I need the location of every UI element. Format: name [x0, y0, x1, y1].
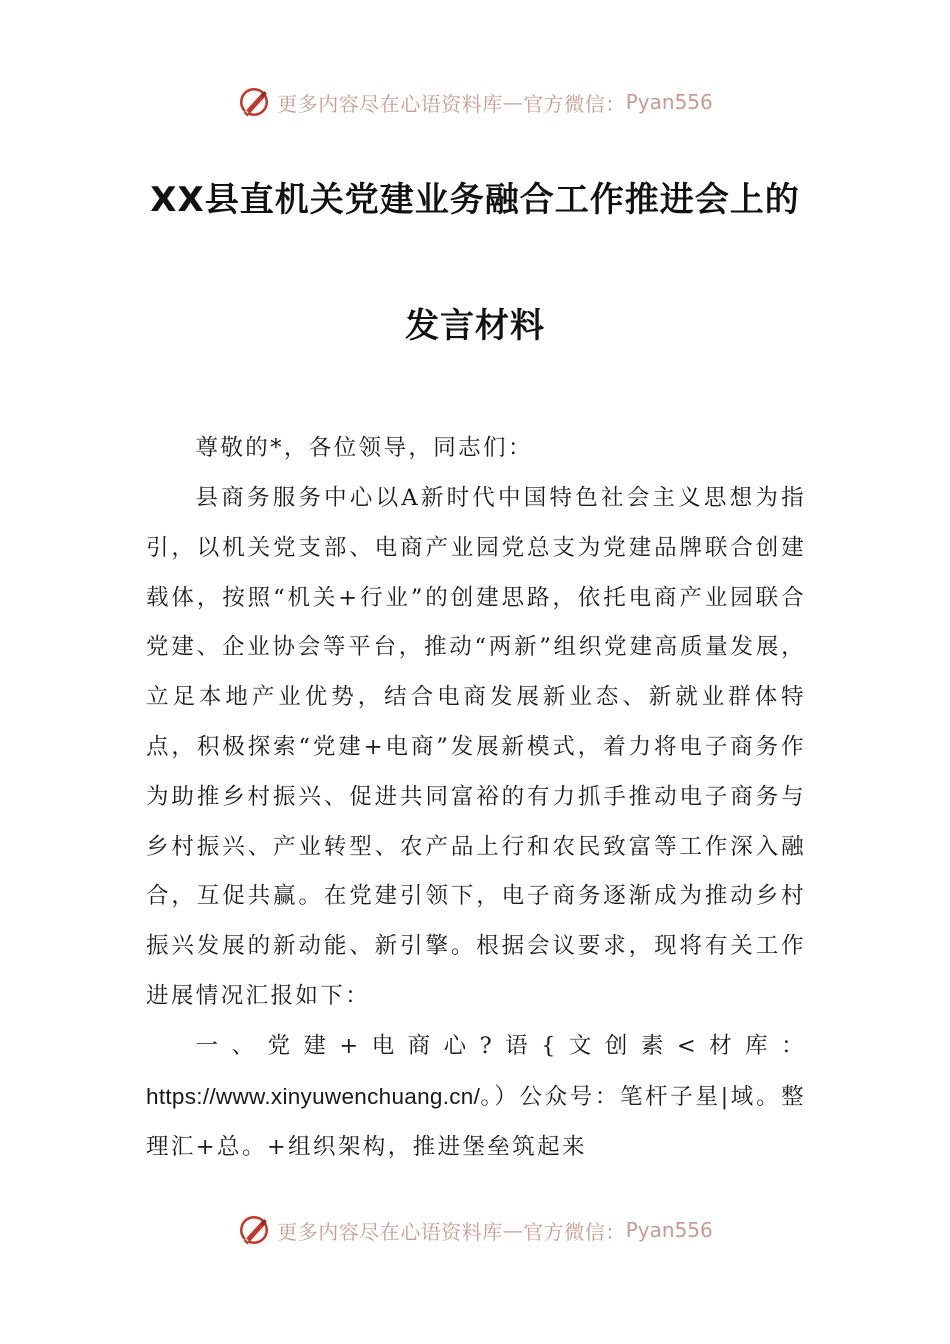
- main-paragraph-text: 县商务服务中心以A新时代中国特色社会主义思想为指引，以机关党支部、电商产业园党总支为党建品牌联合创建载体，按照“机关+行业”的创建思路，依托电商产业园联合党建、企业协会等平台，推动“两新”组织党建高质量发展，立足本地产业优势，结合电商发展新业态、新就业群体特点，积极探索“党建+电商”发展新模式，着力将电子商务作为助推乡村振兴、促进共同富裕的有力抓手推动电子商务与乡村振兴、产业转型、农产品上行和农民致富等工作深入融合，互促共赢。在党建引领下，电子商务逐渐成为推动乡村振兴发展的新动能、新引擎。根据会议要求，现将有关工作进展情况汇报如下：: [146, 485, 806, 1009]
- main-paragraph: [146, 474, 806, 1022]
- watermark-dash: —: [502, 1218, 524, 1242]
- document-title-line1: XX县直机关党建业务融合工作推进会上的: [150, 180, 800, 220]
- watermark-text: 更多内容尽在心语资料库: [277, 91, 503, 116]
- document-title-line2: 发言材料: [405, 306, 545, 346]
- section-heading-1-text: [146, 1022, 806, 1172]
- section-heading-1: [146, 1022, 806, 1172]
- watermark-official: 官方微信：: [523, 1219, 626, 1244]
- watermark-banner-top: [0, 82, 950, 122]
- watermark-official: 官方微信：: [523, 91, 626, 116]
- watermark-wechat-id: Pyan556: [625, 90, 713, 114]
- watermark-wechat-id: Pyan556: [625, 1218, 713, 1242]
- greeting-paragraph: [146, 424, 806, 474]
- pen-logo-icon: [237, 85, 271, 119]
- pen-logo-icon: [237, 1213, 271, 1247]
- section-heading-1-part-a: 一、党建+电商心?语{文创素<材库：: [195, 1033, 806, 1059]
- section-heading-1-part-b: 。）公众号：笔杆子星|域。整理汇+总。+组织架构，推进堡垒筑起来: [146, 1083, 806, 1160]
- section-heading-1-url: https://www.xinyuwenchuang.cn/: [146, 1083, 481, 1109]
- watermark-text: 更多内容尽在心语资料库: [277, 1219, 503, 1244]
- greeting-text: 尊敬的*，各位领导，同志们：: [195, 435, 533, 461]
- watermark-dash: —: [502, 90, 524, 114]
- watermark-banner-bottom: [0, 1210, 950, 1250]
